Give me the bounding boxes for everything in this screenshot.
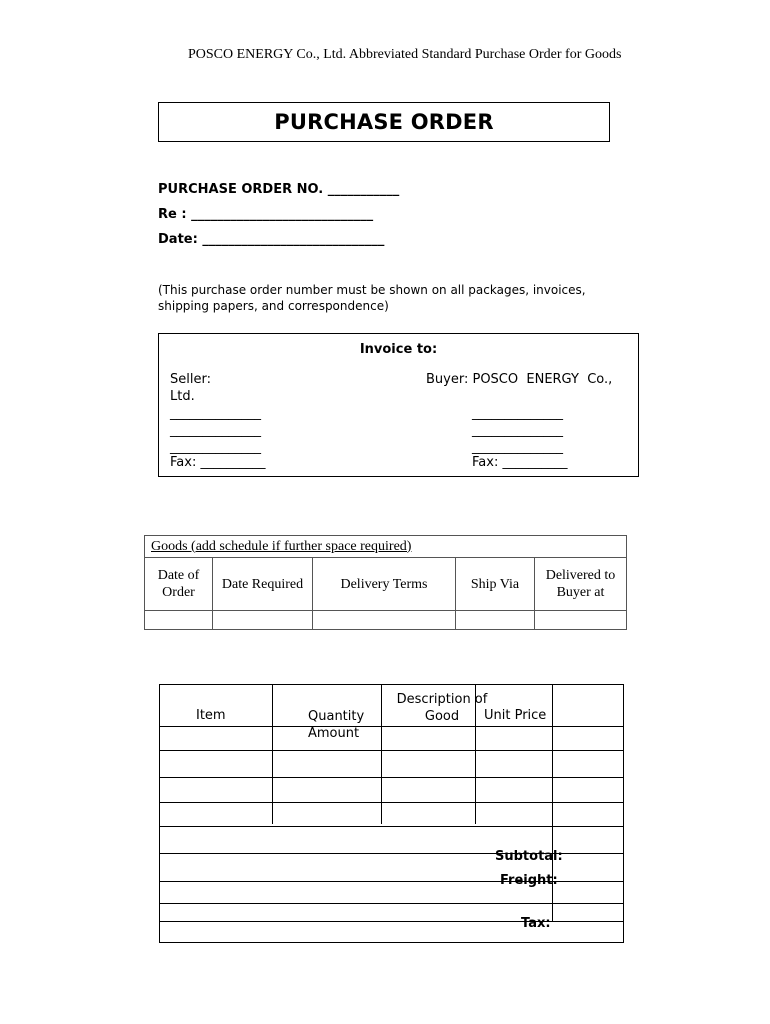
- seller-fax: Fax: __________: [170, 455, 266, 470]
- row-divider: [160, 802, 623, 803]
- invoice-box: [158, 333, 639, 477]
- seller-line-2: ______________: [170, 423, 261, 438]
- items-header-item: Item: [196, 708, 226, 723]
- tax-label: Tax:: [521, 916, 551, 931]
- items-header-description: Description of Good: [396, 692, 488, 724]
- goods-empty-row: [145, 611, 627, 630]
- buyer-fax: Fax: __________: [472, 455, 568, 470]
- goods-header-delivery-terms: Delivery Terms: [313, 558, 456, 611]
- column-divider: [272, 685, 273, 824]
- invoice-title: Invoice to:: [359, 342, 438, 357]
- seller-label: Seller:: [170, 372, 211, 387]
- date-field: Date: ____________________________: [158, 232, 385, 247]
- row-divider: [160, 726, 623, 727]
- items-header-unit-price: Unit Price: [484, 708, 547, 723]
- buyer-line-3: ______________: [472, 440, 563, 455]
- freight-label: Freight:: [500, 873, 558, 888]
- document-header: POSCO ENERGY Co., Ltd. Abbreviated Standard Purchase Order for Goods: [188, 47, 622, 62]
- goods-header-ship-via: Ship Via: [456, 558, 535, 611]
- items-header-quantity: Quantity Amount: [308, 709, 365, 741]
- buyer-line-2: ______________: [472, 423, 563, 438]
- subtotal-label: Subtotal:: [495, 849, 563, 864]
- row-divider: [160, 777, 623, 778]
- goods-header-date-of-order: Date of Order: [145, 558, 213, 611]
- row-divider: [160, 750, 623, 751]
- document-title: PURCHASE ORDER: [274, 110, 494, 134]
- po-note: (This purchase order number must be shown on all packages, invoices, shipping papers, and correspondence): [158, 283, 586, 313]
- row-divider: [160, 921, 623, 922]
- buyer-line-1: ______________: [472, 406, 563, 421]
- goods-header-row: [145, 558, 627, 611]
- re-field: Re : ____________________________: [158, 207, 374, 222]
- goods-header-date-required: Date Required: [213, 558, 313, 611]
- goods-table: [144, 535, 627, 630]
- seller-line-1: ______________: [170, 406, 261, 421]
- items-table: [159, 684, 624, 943]
- seller-line-3: ______________: [170, 440, 261, 455]
- buyer-label: Buyer: POSCO ENERGY Co.,: [426, 372, 613, 387]
- title-box: [158, 102, 610, 142]
- goods-title: Goods (add schedule if further space required): [145, 536, 627, 558]
- goods-header-delivered-to: Delivered to Buyer at: [535, 558, 627, 611]
- po-number-field: PURCHASE ORDER NO. ___________: [158, 182, 400, 197]
- row-divider: [160, 826, 623, 827]
- row-divider: [160, 903, 623, 904]
- seller-continuation: Ltd.: [170, 389, 195, 404]
- column-divider: [381, 685, 382, 824]
